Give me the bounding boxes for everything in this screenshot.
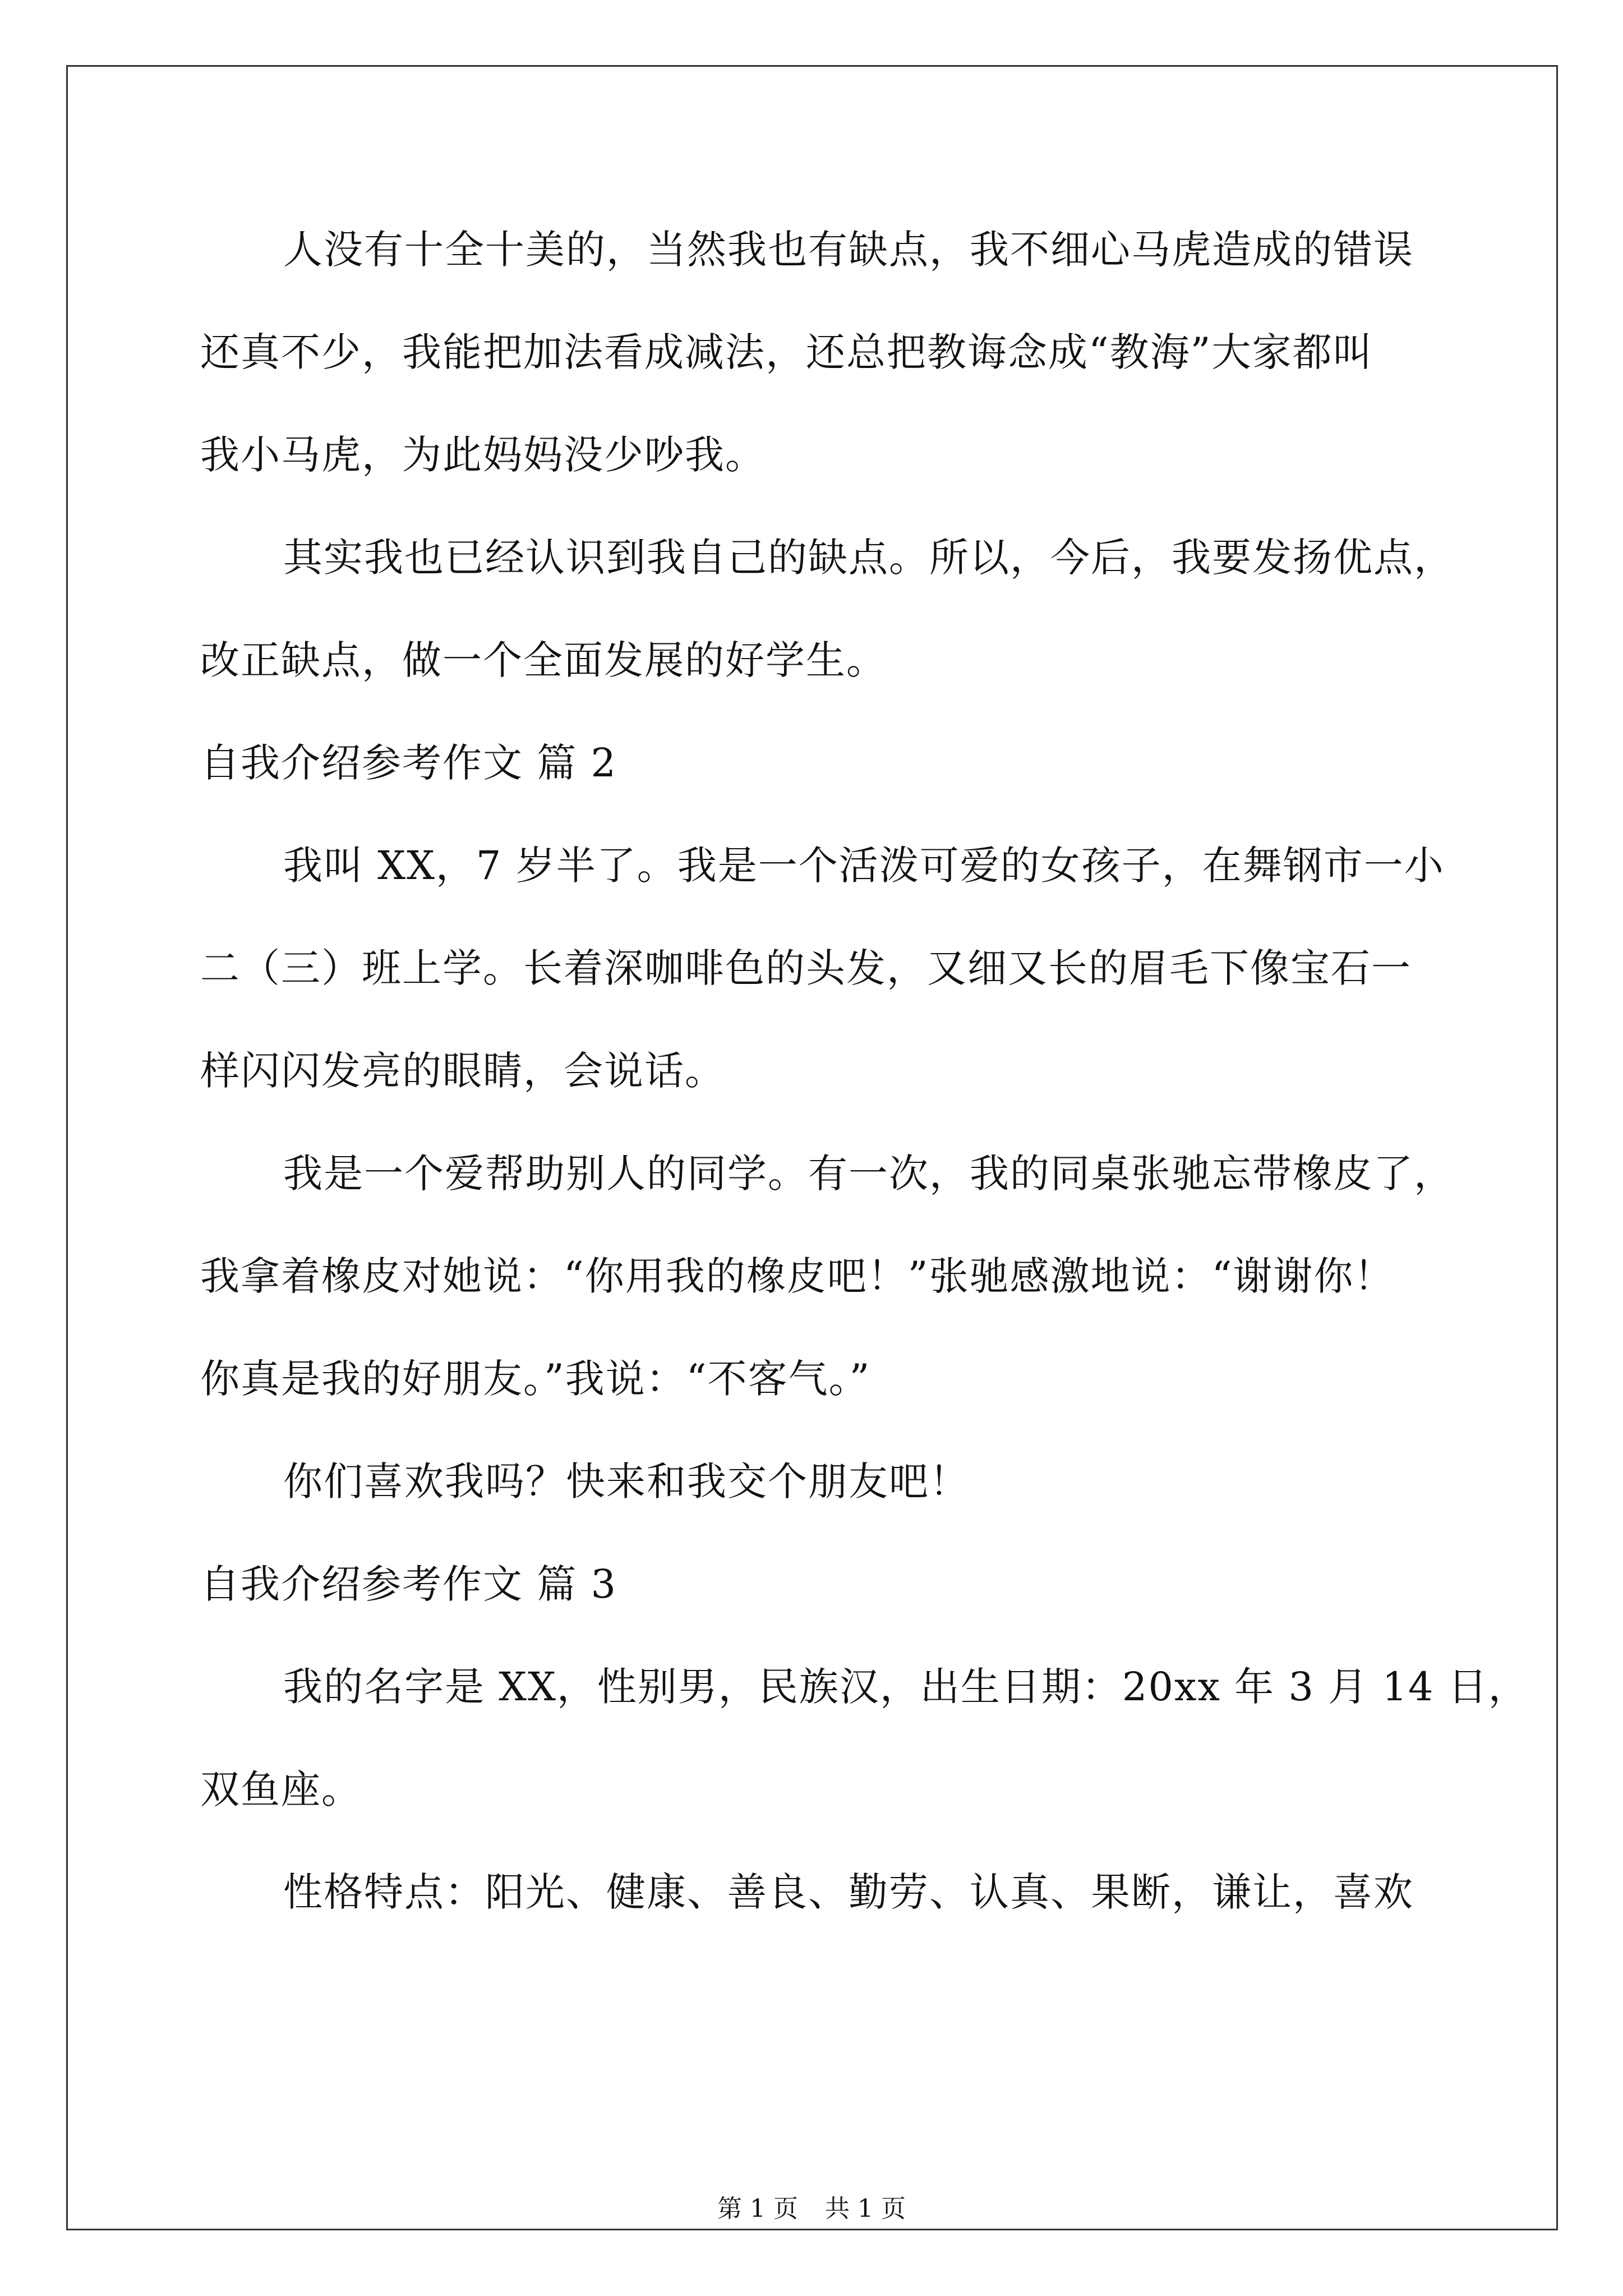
text-line: 还真不少，我能把加法看成减法，还总把教诲念成“教海”大家都叫 — [200, 329, 1373, 375]
page-total: 共 1 页 — [825, 2194, 906, 2223]
text-line: 我的名字是 XX，性别男，民族汉，出生日期：20xx 年 3 月 14 日， — [283, 1664, 1529, 1710]
page-footer — [0, 2192, 1623, 2226]
text-line: 性格特点：阳光、健康、善良、勤劳、认真、果断，谦让，喜欢 — [283, 1869, 1414, 1915]
section-heading: 自我介绍参考作文 篇 3 — [200, 1561, 617, 1607]
text-line: 你们喜欢我吗？快来和我交个朋友吧！ — [283, 1458, 970, 1504]
text-line: 我小马虎，为此妈妈没少吵我。 — [200, 432, 766, 478]
text-line: 样闪闪发亮的眼睛，会说话。 — [200, 1048, 725, 1094]
text-line: 我叫 XX，7 岁半了。我是一个活泼可爱的女孩子，在舞钢市一小 — [283, 843, 1445, 889]
text-line: 人没有十全十美的，当然我也有缺点，我不细心马虎造成的错误 — [283, 227, 1414, 273]
text-line: 我是一个爱帮助别人的同学。有一次，我的同桌张驰忘带橡皮了， — [283, 1151, 1454, 1197]
text-line: 改正缺点，做一个全面发展的好学生。 — [200, 637, 887, 683]
text-line: 双鱼座。 — [200, 1766, 362, 1812]
text-line: 你真是我的好朋友。”我说：“不客气。” — [200, 1356, 871, 1402]
text-line: 其实我也已经认识到我自己的缺点。所以，今后，我要发扬优点， — [283, 535, 1454, 581]
text-line: 我拿着橡皮对她说：“你用我的橡皮吧！”张驰感激地说：“谢谢你！ — [200, 1253, 1395, 1299]
text-line: 二（三）班上学。长着深咖啡色的头发，又细又长的眉毛下像宝石一 — [200, 945, 1412, 991]
page-number: 第 1 页 — [717, 2194, 798, 2223]
section-heading: 自我介绍参考作文 篇 2 — [200, 740, 617, 786]
